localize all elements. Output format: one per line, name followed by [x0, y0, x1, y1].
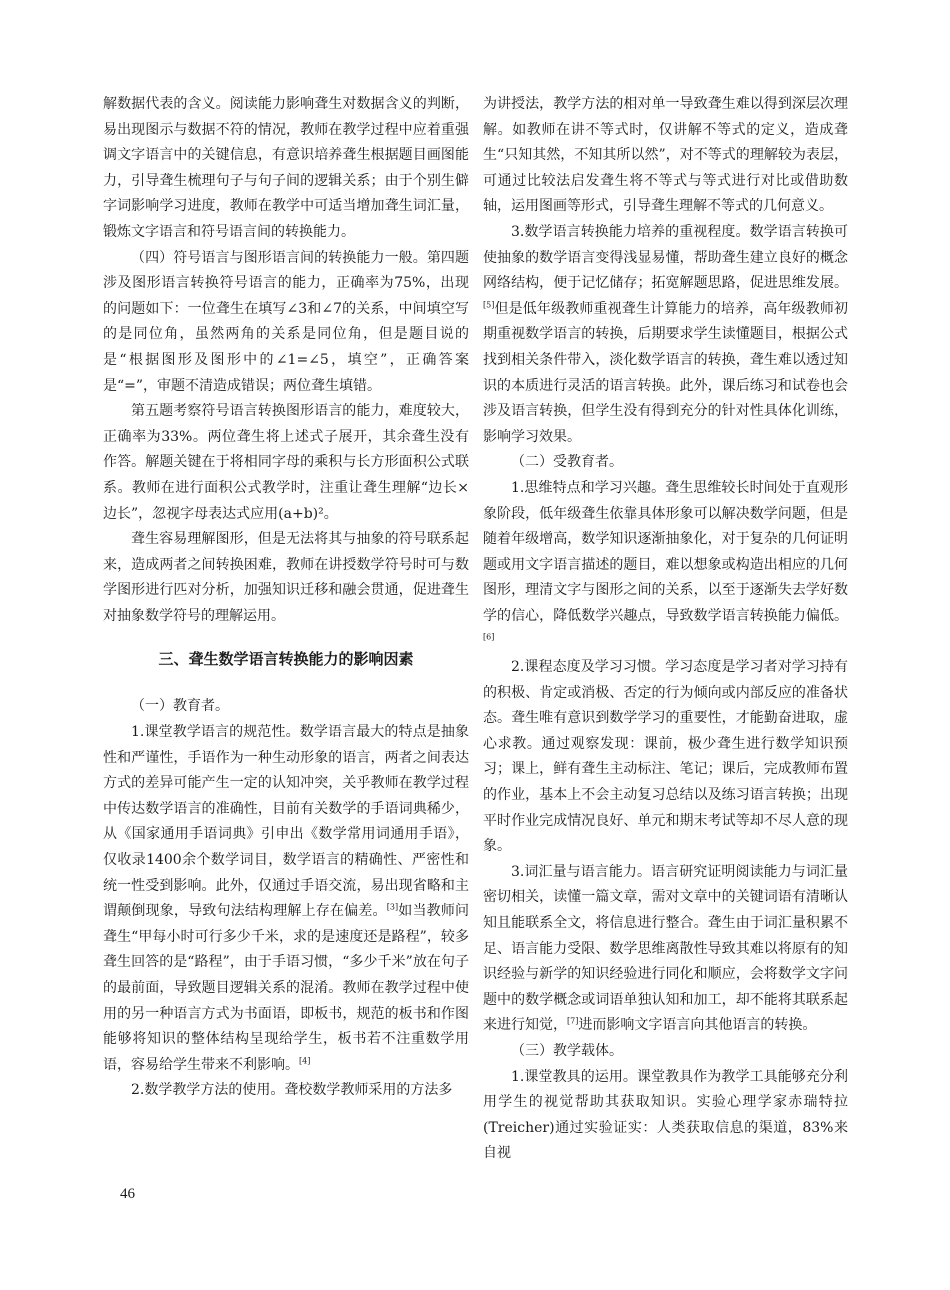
paragraph-text: 但是低年级教师重视聋生计算能力的培养，高年级教师初期重视数学语言的转换，后期要求学生读懂题目，根据公式找到相关条件带入，淡化数学语言的转换，聋生难以透过知识的本质进行灵活的语言转换。此外，课后练习和试卷也会涉及语言转换，但学生没有得到充分的针对性具体化训练，影响学习效果。	[483, 300, 848, 445]
paragraph-vocabulary	[483, 860, 848, 1039]
subheading-educators: （一）教育者。	[131, 698, 229, 715]
paragraph-thinking-interest	[483, 476, 848, 655]
paragraph-teaching-aids: 1.课堂教具的运用。课堂教具作为教学工具能够充分利用学生的视觉帮助其获取知识。实验心理学家赤瑞特拉(Treicher)通过实验证实：人类获取信息的渠道，83%来自视	[483, 1068, 848, 1162]
paragraph-text: 1.思维特点和学习兴趣。聋生思维较长时间处于直观形象阶段，低年级聋生依靠具体形象可以解决数学问题，但是随着年级增高，数学知识逐渐抽象化，对于复杂的几何证明题或用文字语言描述的题目，难以想象或构造出相应的几何图形，理清文字与图形之间的关系，以至于逐渐失去学好数学的信心，降低数学兴趣点，导致数学语言转换能力偏低。	[483, 479, 848, 624]
citation-ref-3: [3]	[386, 902, 399, 912]
paragraph-text: 3.词汇量与语言能力。语言研究证明阅读能力与词汇量密切相关，读懂一篇文章，需对文章中的关键词语有清晰认知且能联系全文，将信息进行整合。聋生由于词汇量积累不足、语言能力受限、数学思维离散性导致其难以将原有的知识经验与新学的知识经验进行同化和顺应，会将数学文字问题中的数学概念或词语单独认知和加工，却不能将其联系起来进行知觉，	[483, 863, 848, 1034]
paragraph-classroom-language	[103, 720, 469, 1078]
right-column	[483, 92, 848, 1167]
subheading-teaching-carriers: （三）教学载体。	[511, 1042, 623, 1059]
paragraph-question-five: 第五题考察符号语言转换图形语言的能力，难度较大，正确率为33%。两位聋生将上述式子展开，其余聋生没有作答。解题关键在于将相同字母的乘积与长方形面积公式联系。教师在进行面积公式教学时，注重让聋生理解“边长×边长”，忽视字母表达式应用(a+b)²。	[103, 403, 469, 522]
paragraph-continued: 解数据代表的含义。阅读能力影响聋生对数据含义的判断，易出现图示与数据不符的情况，教师在教学过程中应着重强调文字语言中的关键信息，有意识培养聋生根据题目画图能力，引导聋生梳理句子与句子间的逻辑关系；由于个别生僻字词影响学习进度，教师在教学中可适当增加聋生词汇量，锻炼文字语言和符号语言间的转换能力。	[103, 96, 469, 240]
paragraph-text: 3.数学语言转换能力培养的重视程度。数学语言转换可使抽象的数学语言变得浅显易懂，帮助聋生建立良好的概念网络结构，便于记忆储存；拓宽解题思路，促进思维发展。	[483, 223, 848, 292]
subheading-learners: （二）受教育者。	[511, 454, 623, 471]
paragraph-conversion-emphasis	[483, 220, 848, 450]
paragraph-teaching-methods: 2.数学教学方法的使用。聋校数学教师采用的方法多	[131, 1082, 453, 1099]
paragraph-graph-understanding: 聋生容易理解图形，但是无法将其与抽象的符号联系起来，造成两者之间转换困难，教师在讲授数学符号时可与数学图形进行匹对分析，加强知识迁移和融会贯通，促进聋生对抽象数学符号的理解运用。	[103, 531, 469, 624]
page-number: 46	[120, 1186, 135, 1202]
section-heading: 三、聋生数学语言转换能力的影响因素	[158, 650, 414, 669]
paragraph-symbol-graphic-conversion: （四）符号语言与图形语言间的转换能力一般。第四题涉及图形语言转换符号语言的能力，正确率为75%，出现的问题如下：一位聋生在填写∠3和∠7的关系，中间填空写的是同位角，虽然两角的关系是同位角，但是题目说的是“根据图形及图形中的∠1=∠5，填空”，正确答案是“=”，审题不清造成错误；两位聋生填错。	[103, 249, 469, 394]
paragraph-continued: 为讲授法，教学方法的相对单一导致聋生难以得到深层次理解。如教师在讲不等式时，仅讲解不等式的定义，造成聋生“只知其然，不知其所以然”，对不等式的理解较为表层，可通过比较法启发聋生将不等式与等式进行对比或借助数轴，运用图画等形式，引导聋生理解不等式的几何意义。	[483, 96, 848, 215]
citation-ref-6: [6]	[483, 632, 495, 642]
paragraph-text: 如当教师问聋生“甲每小时可行多少千米，求的是速度还是路程”，较多聋生回答的是“路程”，由于手语习惯，“多少千米”放在句子的最前面，导致题目逻辑关系的混淆。教师在教学过程中使用的另一种语言方式为书面语，即板书，规范的板书和作图能够将知识的整体结构呈现给学生，板书若不注重数学用语，容易给学生带来不利影响。	[103, 903, 470, 1073]
citation-ref-5: [5]	[483, 300, 495, 310]
paragraph-text: 进而影响文字语言向其他语言的转换。	[578, 1017, 817, 1034]
citation-ref-4: [4]	[299, 1056, 311, 1066]
paragraph-attitude-habits: 2.课程态度及学习习惯。学习态度是学习者对学习持有的积极、肯定或消极、否定的行为倾向或内部反应的准备状态。聋生唯有意识到数学学习的重要性，才能勤奋进取，虚心求教。通过观察发现：课前，极少聋生进行数学知识预习；课上，鲜有聋生主动标注、笔记；课后，完成教师布置的作业，基本上不会主动复习总结以及练习语言转换；出现平时作业完成情况良好、单元和期末考试等却不尽人意的现象。	[483, 659, 848, 855]
citation-ref-7: [7]	[567, 1016, 579, 1026]
left-column	[103, 92, 469, 1104]
paragraph-text: 1.课堂教学语言的规范性。数学语言最大的特点是抽象性和严谨性，手语作为一种生动形象的语言，两者之间表达方式的差异可能产生一定的认知冲突，关乎教师在教学过程中传达数学语言的准确性，目前有关数学的手语词典稀少，从《国家通用手语词典》引申出《数学常用词通用手语》，仅收录1400余个数学词目，数学语言的精确性、严密性和统一性受到影响。此外，仅通过手语交流，易出现省略和主谓颠倒现象，导致句法结构理解上存在偏差。	[103, 724, 469, 920]
